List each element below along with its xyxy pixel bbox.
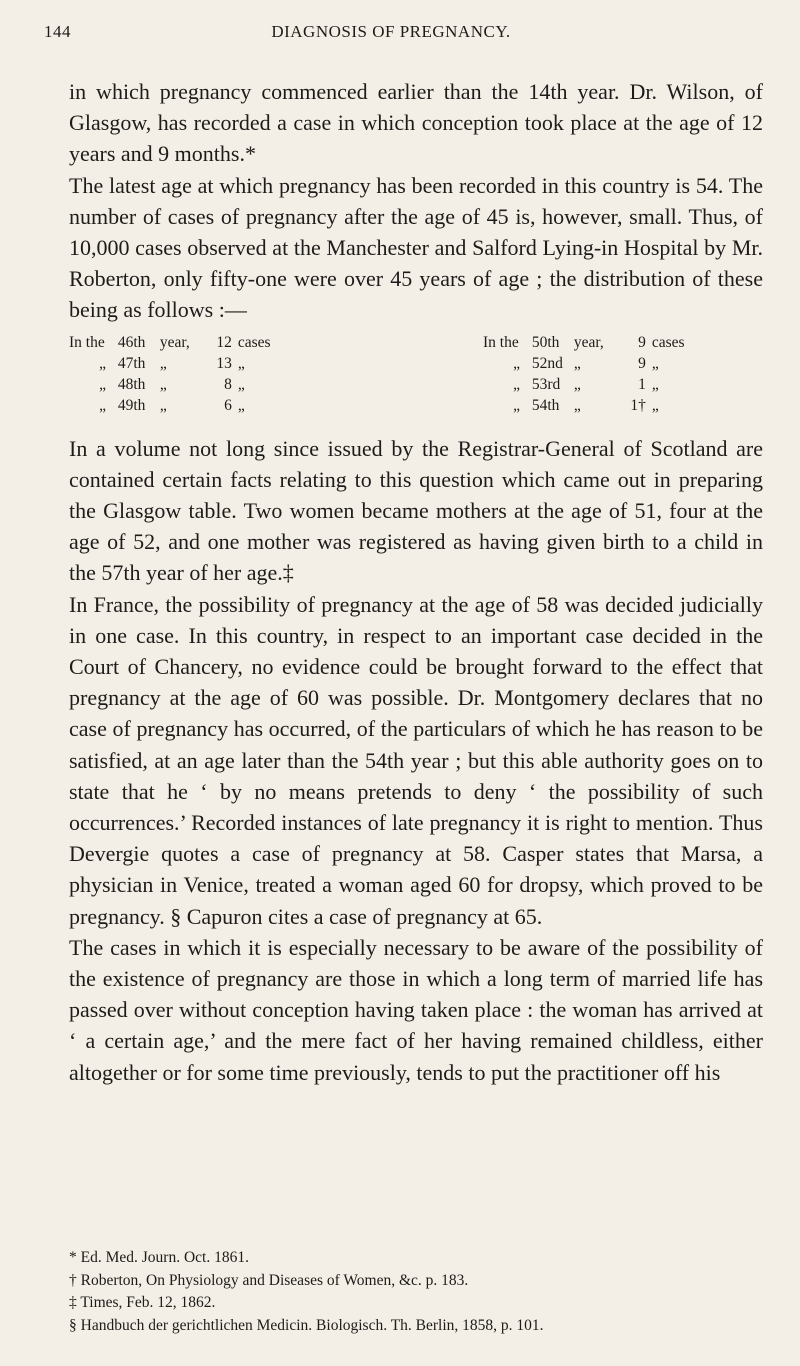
running-title: DIAGNOSIS OF PREGNANCY. [271,22,511,41]
table-row: „ 54th „ 1† „ [513,396,659,414]
table-column-left [69,332,271,416]
footnotes [69,1247,763,1337]
footnote: † Roberton, On Physiology and Diseases of Women, &c. p. 183. [69,1271,469,1289]
table-column-right [483,332,685,416]
page-number: 144 [44,22,71,41]
paragraph: In France, the possibility of pregnancy at the age of 58 was decided judicially in one case. In this country, in respect to an important case decided in the Court of Chancery, no evidence could be brought forward to the effect that pregnancy at the age of 60 was possible. Dr. Montgomery declares that no case of pregnancy has occurred, of the particulars of which he has reason to be satisfied, at an age later than the 54th year ; but this able authority goes on to state that he ‘ by no means pretends to deny ‘ the possibility of such occurrences.’ Recorded instances of late pregnancy it is right to mention. Thus Devergie quotes a case of pregnancy at 58. Casper states that Marsa, a physician in Venice, treated a woman aged 60 for dropsy, which proved to be pregnancy. § Capuron cites a case of pregnancy at 65. [69,591,763,929]
table-row: „ 52nd „ 9 „ [513,354,659,372]
body-text [69,76,763,1088]
page-header [44,22,738,44]
table-row: „ 49th „ 6 „ [99,396,245,414]
table-row: „ 48th „ 8 „ [99,375,245,393]
footnote: * Ed. Med. Journ. Oct. 1861. [69,1249,249,1266]
table-row: In the 46th year, 12 cases [69,333,271,351]
paragraph: In a volume not long since issued by the Registrar-General of Scotland are contained certain facts relating to this question which came out in preparing the Glasgow table. Two women became mothers at the age of 51, four at the age of 52, and one mother was registered as having given birth to a child in the 57th year of her age.‡ [69,435,763,586]
footnote: § Handbuch der gerichtlichen Medicin. Biologisch. Th. Berlin, 1858, p. 101. [69,1316,544,1334]
table-row: „ 47th „ 13 „ [99,354,245,372]
table-row: In the 50th year, 9 cases [483,333,685,351]
table-row: „ 53rd „ 1 „ [513,375,659,393]
footnote: ‡ Times, Feb. 12, 1862. [69,1294,216,1311]
paragraph: The latest age at which pregnancy has been recorded in this country is 54. The number of cases of pregnancy after the age of 45 is, however, small. Thus, of 10,000 cases observed at the Manchester and Salford Lying-in Hospital by Mr. Roberton, only fifty-one were over 45 years of age ; the distribution of these being as follows :— [69,172,763,323]
age-distribution-table [69,332,763,427]
paragraph: The cases in which it is especially necessary to be aware of the possibility of the existence of pregnancy are those in which a long term of married life has passed over without conception having taken place : the woman has arrived at ‘ a certain age,’ and the mere fact of her having remained childless, either altogether or for some time previously, tends to put the practitioner off his [69,934,763,1085]
paragraph: in which pregnancy commenced earlier than the 14th year. Dr. Wilson, of Glasgow, has recorded a case in which conception took place at the age of 12 years and 9 months.* [69,79,763,167]
